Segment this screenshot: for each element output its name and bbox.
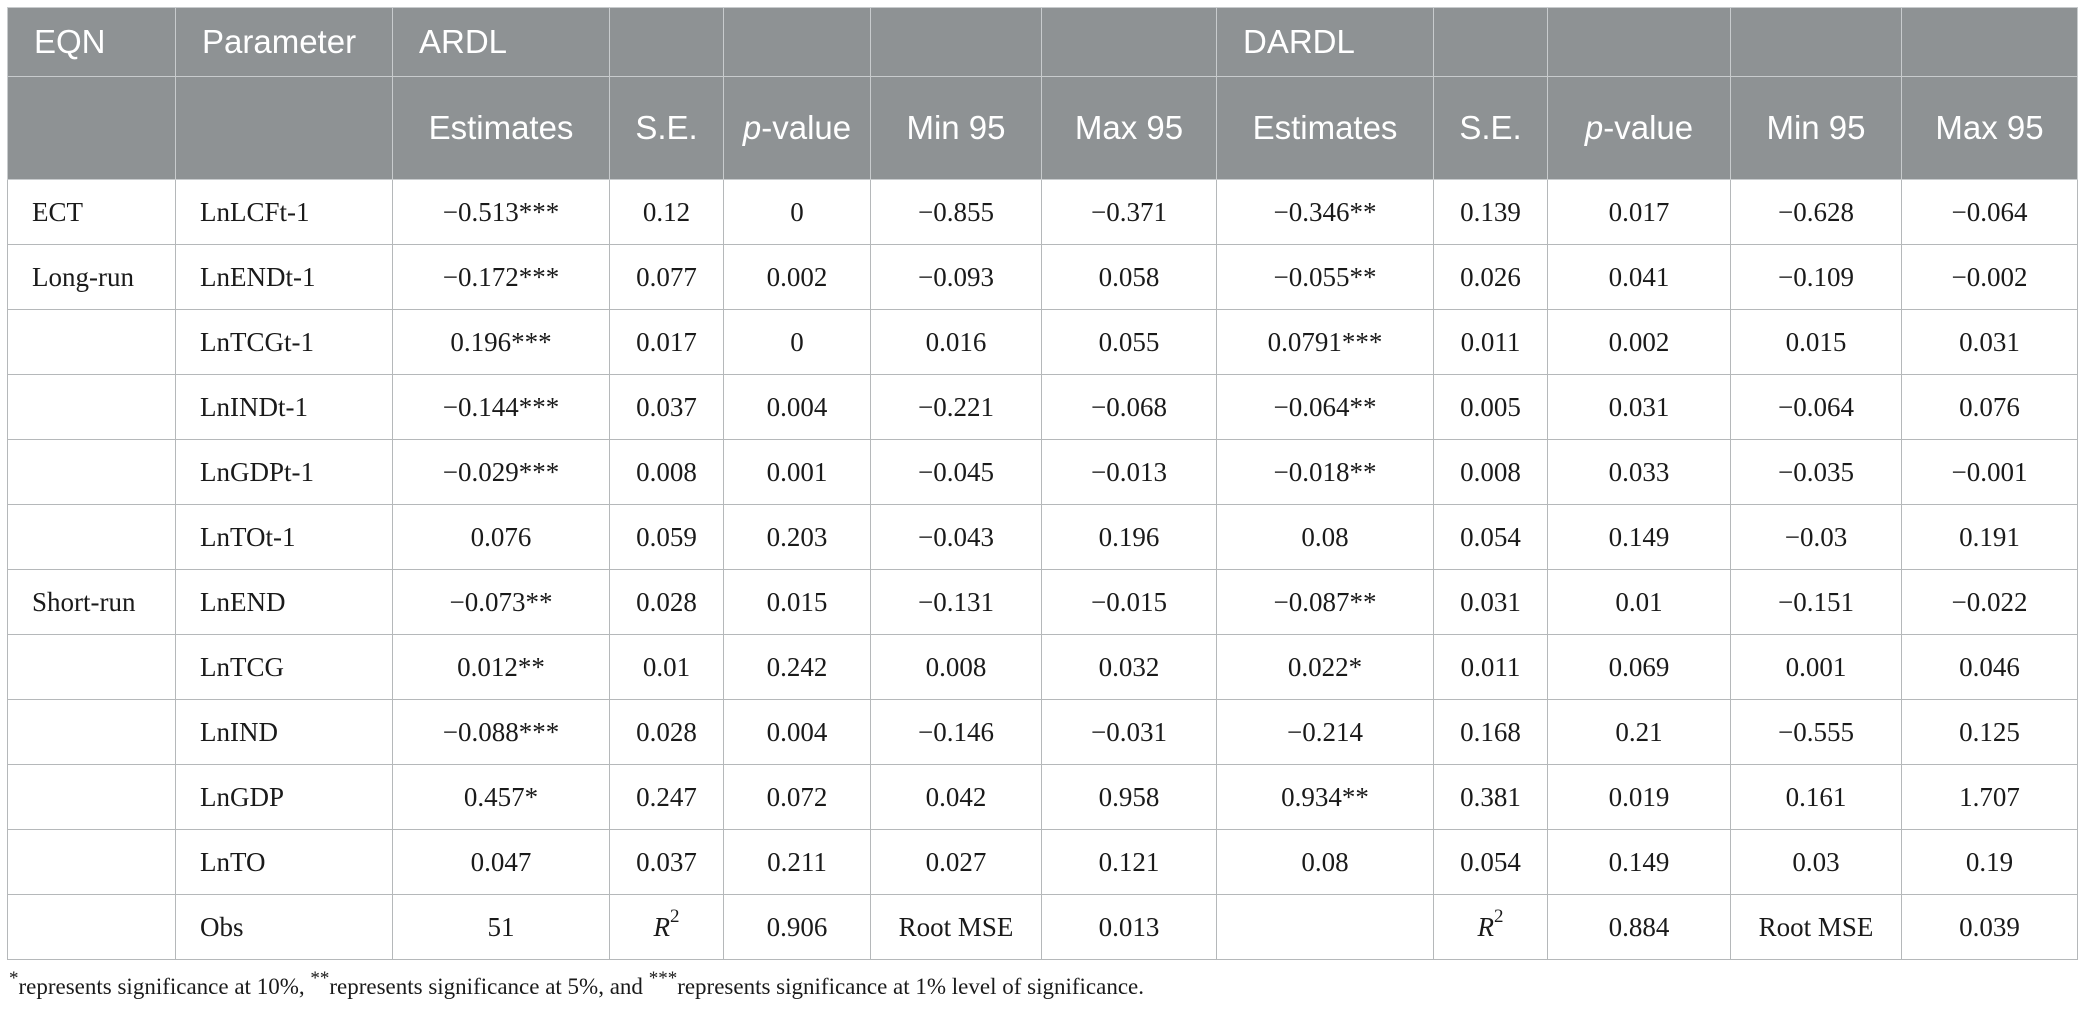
ardl-estimate-cell: −0.144*** — [393, 375, 610, 440]
ardl-se-cell: 0.059 — [610, 505, 724, 570]
table-row — [8, 700, 2078, 765]
dardl-estimate-cell: −0.346** — [1217, 180, 1434, 245]
eqn-cell — [8, 505, 176, 570]
dardl-min95-cell: −0.628 — [1731, 180, 1902, 245]
eqn-cell — [8, 635, 176, 700]
obs-value: 51 — [393, 895, 610, 960]
dardl-estimate-cell: 0.0791*** — [1217, 310, 1434, 375]
eqn-cell — [8, 440, 176, 505]
table-row — [8, 765, 2078, 830]
eqn-cell — [8, 765, 176, 830]
footnote-text: represents significance at 1% level of significance. — [677, 974, 1145, 999]
header-dardl-se: S.E. — [1434, 77, 1548, 180]
parameter-cell: LnTO — [176, 830, 393, 895]
ardl-se-cell: 0.017 — [610, 310, 724, 375]
eqn-cell — [8, 700, 176, 765]
dardl-max95-cell: 0.076 — [1902, 375, 2078, 440]
ardl-pvalue-cell: 0.002 — [724, 245, 871, 310]
header-dardl-pvalue — [1548, 77, 1731, 180]
footnote-text: represents significance at 5%, and — [329, 974, 649, 999]
ardl-se-cell: 0.01 — [610, 635, 724, 700]
parameter-cell: LnTCG — [176, 635, 393, 700]
footnote-text: represents significance at 10%, — [18, 974, 311, 999]
dardl-estimate-cell: 0.934** — [1217, 765, 1434, 830]
eqn-cell: ECT — [8, 180, 176, 245]
ardl-max95-cell: 0.958 — [1042, 765, 1217, 830]
dardl-max95-cell: 0.191 — [1902, 505, 2078, 570]
ardl-min95-cell: 0.027 — [871, 830, 1042, 895]
dardl-estimate-cell: −0.064** — [1217, 375, 1434, 440]
ardl-rmse-value: 0.013 — [1042, 895, 1217, 960]
header-empty — [1434, 8, 1548, 77]
dardl-pvalue-cell: 0.149 — [1548, 830, 1731, 895]
dardl-se-cell: 0.168 — [1434, 700, 1548, 765]
dardl-rmse-value: 0.039 — [1902, 895, 2078, 960]
dardl-se-cell: 0.026 — [1434, 245, 1548, 310]
ardl-max95-cell: 0.196 — [1042, 505, 1217, 570]
ardl-se-cell: 0.247 — [610, 765, 724, 830]
r-italic: R — [653, 911, 670, 942]
table-header — [8, 8, 2078, 180]
ardl-estimate-cell: −0.088*** — [393, 700, 610, 765]
ardl-min95-cell: 0.016 — [871, 310, 1042, 375]
header-dardl-estimates: Estimates — [1217, 77, 1434, 180]
table-row — [8, 310, 2078, 375]
table-row — [8, 830, 2078, 895]
table-body — [8, 180, 2078, 960]
ardl-pvalue-cell: 0.242 — [724, 635, 871, 700]
parameter-cell: LnENDt-1 — [176, 245, 393, 310]
dardl-se-cell: 0.011 — [1434, 635, 1548, 700]
ardl-se-cell: 0.037 — [610, 375, 724, 440]
dardl-estimate-cell: 0.08 — [1217, 505, 1434, 570]
header-ardl-pvalue — [724, 77, 871, 180]
obs-empty-cell — [1217, 895, 1434, 960]
dardl-pvalue-cell: 0.031 — [1548, 375, 1731, 440]
dardl-max95-cell: 0.125 — [1902, 700, 2078, 765]
eqn-cell — [8, 375, 176, 440]
ardl-pvalue-cell: 0 — [724, 180, 871, 245]
header-empty — [871, 8, 1042, 77]
ardl-se-cell: 0.008 — [610, 440, 724, 505]
header-eqn: EQN — [8, 8, 176, 77]
dardl-min95-cell: 0.03 — [1731, 830, 1902, 895]
header-dardl-max95: Max 95 — [1902, 77, 2078, 180]
ardl-estimate-cell: 0.457* — [393, 765, 610, 830]
ardl-se-cell: 0.12 — [610, 180, 724, 245]
dardl-se-cell: 0.381 — [1434, 765, 1548, 830]
table-row — [8, 375, 2078, 440]
header-empty — [1731, 8, 1902, 77]
dardl-rmse-label: Root MSE — [1731, 895, 1902, 960]
dardl-min95-cell: −0.03 — [1731, 505, 1902, 570]
parameter-cell: LnTOt-1 — [176, 505, 393, 570]
dardl-r2-label — [1434, 895, 1548, 960]
ardl-pvalue-cell: 0 — [724, 310, 871, 375]
footnote-marker: ** — [310, 968, 330, 989]
ardl-min95-cell: −0.131 — [871, 570, 1042, 635]
table-row — [8, 505, 2078, 570]
ardl-rmse-label: Root MSE — [871, 895, 1042, 960]
r-italic: R — [1477, 911, 1494, 942]
header-dardl-min95: Min 95 — [1731, 77, 1902, 180]
dardl-max95-cell: 0.19 — [1902, 830, 2078, 895]
ardl-estimate-cell: −0.029*** — [393, 440, 610, 505]
header-ardl-max95: Max 95 — [1042, 77, 1217, 180]
ardl-min95-cell: −0.855 — [871, 180, 1042, 245]
dardl-min95-cell: −0.151 — [1731, 570, 1902, 635]
ardl-pvalue-cell: 0.203 — [724, 505, 871, 570]
ardl-dardl-results-table — [7, 7, 2078, 960]
dardl-estimate-cell: 0.022* — [1217, 635, 1434, 700]
ardl-estimate-cell: 0.012** — [393, 635, 610, 700]
dardl-max95-cell: −0.001 — [1902, 440, 2078, 505]
dardl-estimate-cell: −0.087** — [1217, 570, 1434, 635]
ardl-min95-cell: −0.221 — [871, 375, 1042, 440]
dardl-se-cell: 0.031 — [1434, 570, 1548, 635]
ardl-max95-cell: 0.055 — [1042, 310, 1217, 375]
ardl-pvalue-cell: 0.015 — [724, 570, 871, 635]
ardl-max95-cell: 0.032 — [1042, 635, 1217, 700]
header-ardl-estimates: Estimates — [393, 77, 610, 180]
ardl-min95-cell: 0.008 — [871, 635, 1042, 700]
dardl-estimate-cell: 0.08 — [1217, 830, 1434, 895]
header-group-ardl: ARDL — [393, 8, 610, 77]
ardl-max95-cell: −0.371 — [1042, 180, 1217, 245]
eqn-cell — [8, 830, 176, 895]
ardl-pvalue-cell: 0.072 — [724, 765, 871, 830]
r2-superscript: 2 — [670, 905, 680, 927]
dardl-min95-cell: −0.064 — [1731, 375, 1902, 440]
dardl-min95-cell: 0.161 — [1731, 765, 1902, 830]
ardl-pvalue-cell: 0.004 — [724, 375, 871, 440]
ardl-se-cell: 0.037 — [610, 830, 724, 895]
ardl-min95-cell: −0.093 — [871, 245, 1042, 310]
parameter-cell: LnTCGt-1 — [176, 310, 393, 375]
ardl-min95-cell: −0.045 — [871, 440, 1042, 505]
dardl-pvalue-cell: 0.033 — [1548, 440, 1731, 505]
dardl-se-cell: 0.005 — [1434, 375, 1548, 440]
header-row-groups — [8, 8, 2078, 77]
dardl-estimate-cell: −0.018** — [1217, 440, 1434, 505]
header-ardl-min95: Min 95 — [871, 77, 1042, 180]
table-row — [8, 245, 2078, 310]
header-empty — [724, 8, 871, 77]
eqn-cell: Short-run — [8, 570, 176, 635]
ardl-r2-label — [610, 895, 724, 960]
eqn-cell — [8, 310, 176, 375]
header-empty — [8, 77, 176, 180]
ardl-max95-cell: −0.013 — [1042, 440, 1217, 505]
header-empty — [1042, 8, 1217, 77]
footnote-marker: *** — [648, 968, 678, 989]
p-italic: p — [742, 109, 762, 146]
dardl-r2-value: 0.884 — [1548, 895, 1731, 960]
ardl-estimate-cell: 0.047 — [393, 830, 610, 895]
dardl-estimate-cell: −0.214 — [1217, 700, 1434, 765]
header-ardl-se: S.E. — [610, 77, 724, 180]
ardl-se-cell: 0.028 — [610, 570, 724, 635]
header-group-dardl: DARDL — [1217, 8, 1434, 77]
header-row-columns — [8, 77, 2078, 180]
ardl-min95-cell: −0.043 — [871, 505, 1042, 570]
header-parameter: Parameter — [176, 8, 393, 77]
obs-eqn-cell — [8, 895, 176, 960]
results-table-container — [7, 7, 2077, 1000]
ardl-se-cell: 0.077 — [610, 245, 724, 310]
ardl-pvalue-cell: 0.211 — [724, 830, 871, 895]
dardl-se-cell: 0.139 — [1434, 180, 1548, 245]
pvalue-suffix: -value — [761, 109, 852, 146]
dardl-min95-cell: −0.109 — [1731, 245, 1902, 310]
footnote-marker: * — [9, 968, 19, 989]
ardl-max95-cell: 0.121 — [1042, 830, 1217, 895]
ardl-estimate-cell: 0.076 — [393, 505, 610, 570]
dardl-max95-cell: −0.002 — [1902, 245, 2078, 310]
dardl-pvalue-cell: 0.01 — [1548, 570, 1731, 635]
p-italic: p — [1584, 109, 1604, 146]
dardl-pvalue-cell: 0.041 — [1548, 245, 1731, 310]
dardl-min95-cell: 0.001 — [1731, 635, 1902, 700]
parameter-cell: LnINDt-1 — [176, 375, 393, 440]
obs-label: Obs — [176, 895, 393, 960]
ardl-se-cell: 0.028 — [610, 700, 724, 765]
header-empty — [610, 8, 724, 77]
dardl-min95-cell: −0.035 — [1731, 440, 1902, 505]
dardl-se-cell: 0.054 — [1434, 505, 1548, 570]
ardl-min95-cell: 0.042 — [871, 765, 1042, 830]
dardl-max95-cell: −0.064 — [1902, 180, 2078, 245]
dardl-min95-cell: 0.015 — [1731, 310, 1902, 375]
table-row — [8, 180, 2078, 245]
ardl-max95-cell: −0.031 — [1042, 700, 1217, 765]
dardl-se-cell: 0.008 — [1434, 440, 1548, 505]
dardl-pvalue-cell: 0.149 — [1548, 505, 1731, 570]
significance-footnote — [7, 968, 2077, 1000]
ardl-pvalue-cell: 0.001 — [724, 440, 871, 505]
pvalue-suffix: -value — [1603, 109, 1694, 146]
dardl-pvalue-cell: 0.002 — [1548, 310, 1731, 375]
ardl-min95-cell: −0.146 — [871, 700, 1042, 765]
parameter-cell: LnEND — [176, 570, 393, 635]
dardl-pvalue-cell: 0.017 — [1548, 180, 1731, 245]
dardl-max95-cell: 0.031 — [1902, 310, 2078, 375]
table-row-obs — [8, 895, 2078, 960]
ardl-r2-value: 0.906 — [724, 895, 871, 960]
ardl-max95-cell: −0.015 — [1042, 570, 1217, 635]
ardl-max95-cell: 0.058 — [1042, 245, 1217, 310]
header-empty — [1902, 8, 2078, 77]
dardl-se-cell: 0.054 — [1434, 830, 1548, 895]
header-empty — [176, 77, 393, 180]
table-row — [8, 570, 2078, 635]
ardl-estimate-cell: −0.172*** — [393, 245, 610, 310]
dardl-se-cell: 0.011 — [1434, 310, 1548, 375]
parameter-cell: LnGDP — [176, 765, 393, 830]
dardl-max95-cell: 1.707 — [1902, 765, 2078, 830]
dardl-pvalue-cell: 0.069 — [1548, 635, 1731, 700]
ardl-estimate-cell: −0.073** — [393, 570, 610, 635]
dardl-min95-cell: −0.555 — [1731, 700, 1902, 765]
dardl-pvalue-cell: 0.21 — [1548, 700, 1731, 765]
table-row — [8, 635, 2078, 700]
parameter-cell: LnLCFt-1 — [176, 180, 393, 245]
dardl-estimate-cell: −0.055** — [1217, 245, 1434, 310]
r2-superscript: 2 — [1494, 905, 1504, 927]
parameter-cell: LnIND — [176, 700, 393, 765]
dardl-pvalue-cell: 0.019 — [1548, 765, 1731, 830]
dardl-max95-cell: 0.046 — [1902, 635, 2078, 700]
ardl-pvalue-cell: 0.004 — [724, 700, 871, 765]
header-empty — [1548, 8, 1731, 77]
eqn-cell: Long-run — [8, 245, 176, 310]
ardl-estimate-cell: 0.196*** — [393, 310, 610, 375]
ardl-estimate-cell: −0.513*** — [393, 180, 610, 245]
parameter-cell: LnGDPt-1 — [176, 440, 393, 505]
dardl-max95-cell: −0.022 — [1902, 570, 2078, 635]
table-row — [8, 440, 2078, 505]
ardl-max95-cell: −0.068 — [1042, 375, 1217, 440]
